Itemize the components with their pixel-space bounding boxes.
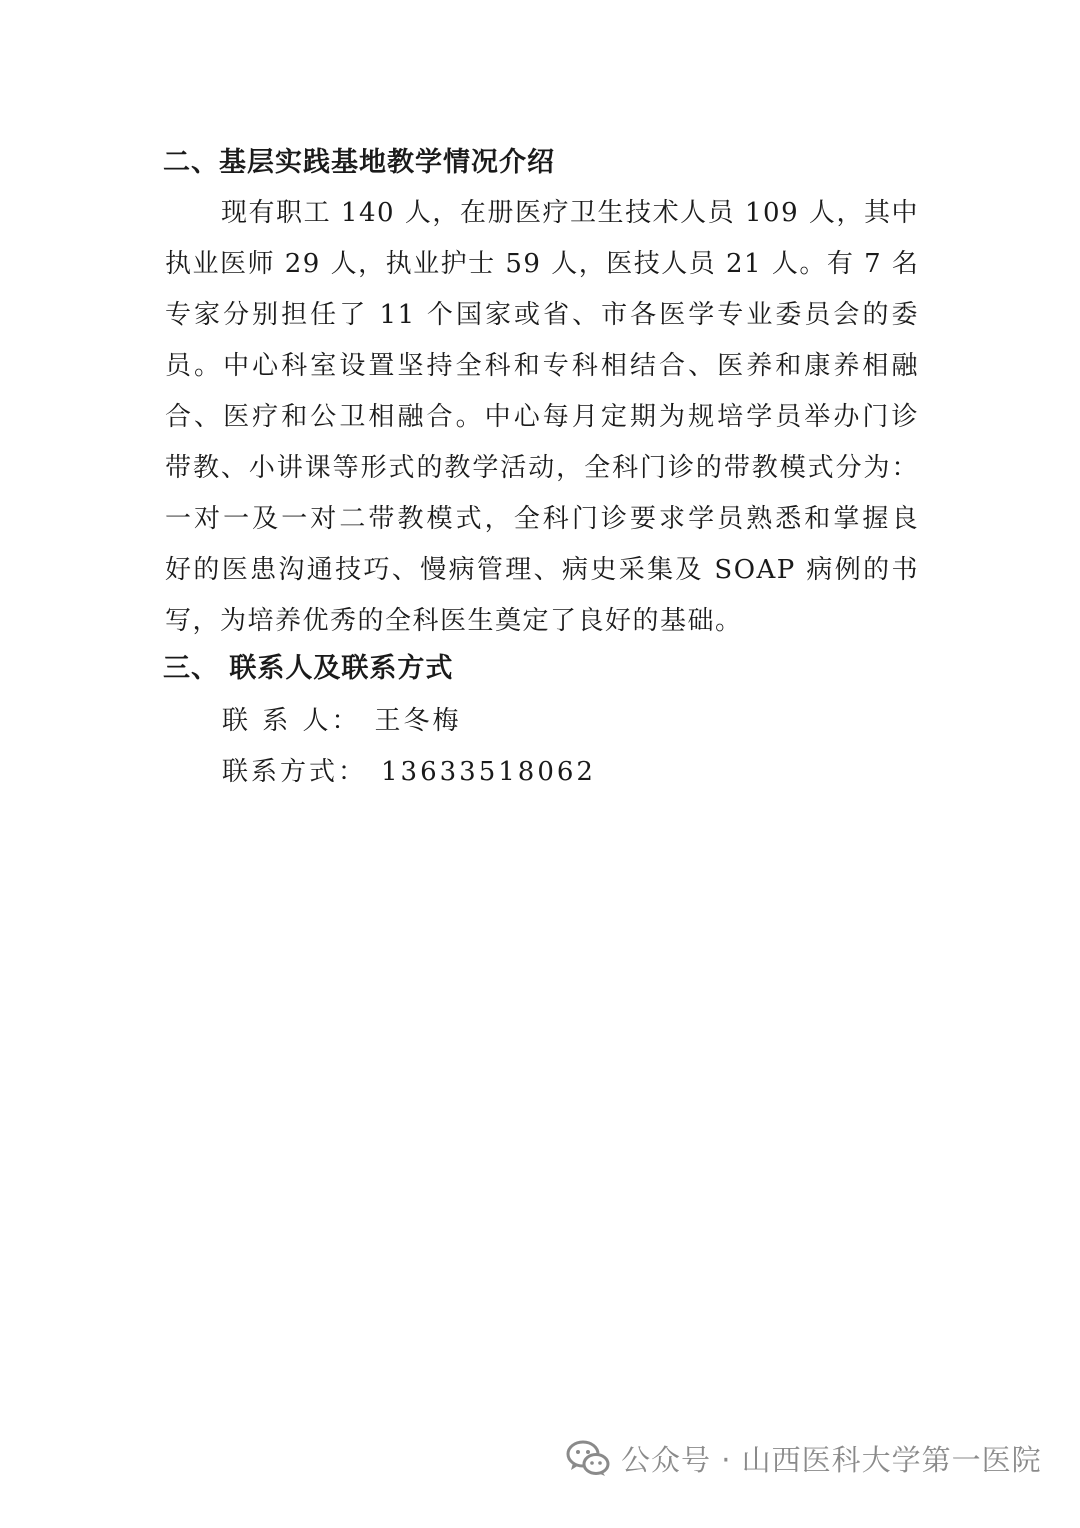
body-line: 合、医疗和公卫相融合。中心每月定期为规培学员举办门诊 [165, 402, 919, 432]
section-3-heading: 三、 联系人及联系方式 [163, 653, 454, 684]
body-line: 执业医师 29 人，执业护士 59 人，医技人员 21 人。有 7 名 [165, 249, 920, 279]
body-line: 员。中心科室设置坚持全科和专科相结合、医养和康养相融 [165, 351, 919, 381]
contact-phone-number: 13633518062 [381, 757, 596, 787]
body-line: 好的医患沟通技巧、慢病管理、病史采集及 SOAP 病例的书 [165, 555, 919, 585]
contact-person-label: 联 系 人： [222, 706, 361, 736]
contact-phone-row [222, 747, 596, 798]
wechat-icon [565, 1438, 611, 1478]
contact-phone-label: 联系方式： [222, 757, 368, 787]
body-line: 写，为培养优秀的全科医生奠定了良好的基础。 [165, 606, 743, 636]
section-2-heading: 二、基层实践基地教学情况介绍 [163, 147, 555, 178]
body-line: 带教、小讲课等形式的教学活动，全科门诊的带教模式分为： [165, 453, 919, 483]
section-2-body [165, 188, 919, 647]
contact-person-row [222, 696, 462, 747]
watermark-text: 公众号 · 山西医科大学第一医院 [621, 1442, 1042, 1477]
contact-person-name: 王冬梅 [374, 706, 462, 736]
body-line: 一对一及一对二带教模式，全科门诊要求学员熟悉和掌握良 [165, 504, 919, 534]
body-line: 专家分别担任了 11 个国家或省、市各医学专业委员会的委 [165, 300, 919, 330]
body-line: 现有职工 140 人，在册医疗卫生技术人员 109 人，其中 [221, 198, 919, 228]
watermark [565, 1428, 1042, 1488]
